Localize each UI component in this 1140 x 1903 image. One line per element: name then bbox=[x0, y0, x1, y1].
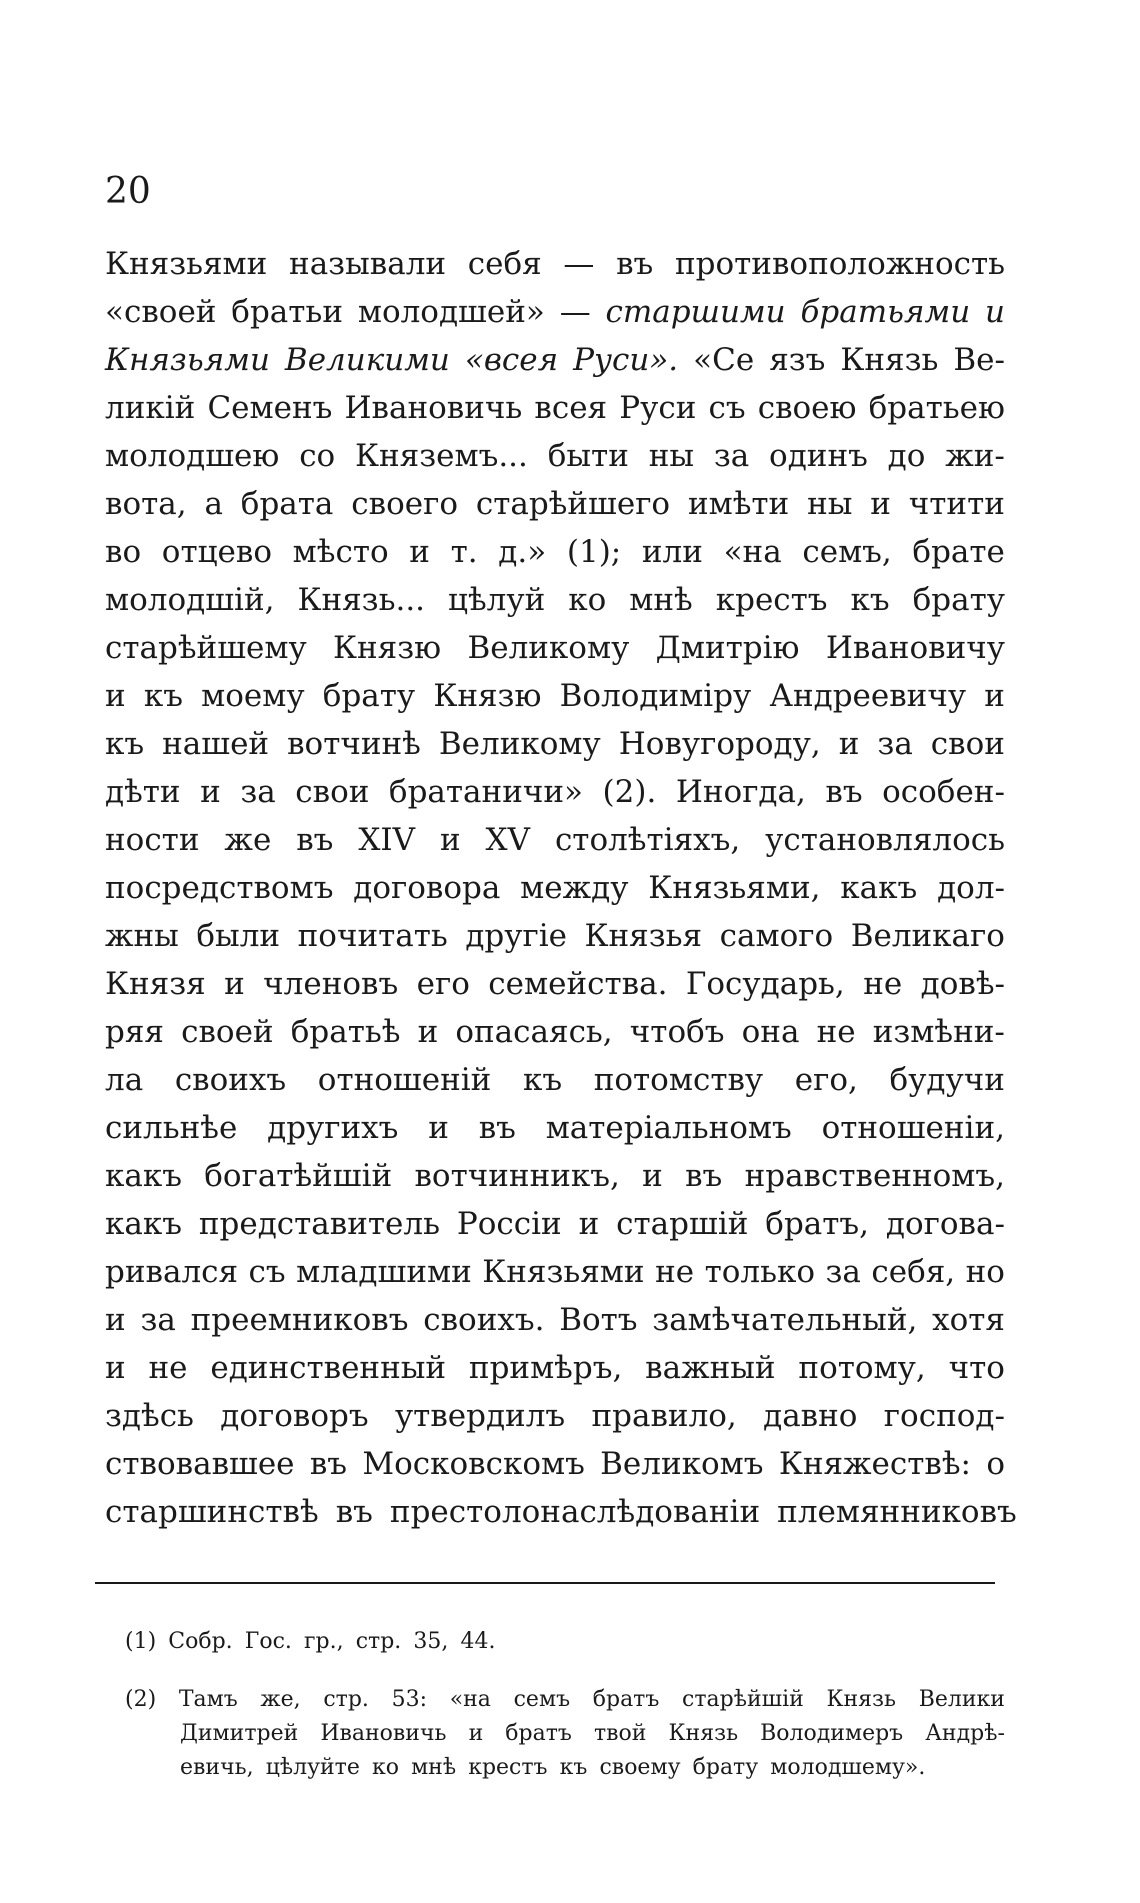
word: быти bbox=[547, 438, 629, 474]
word: вота, bbox=[105, 486, 187, 522]
word: хотя bbox=[932, 1302, 1005, 1338]
word: въ bbox=[685, 1158, 723, 1194]
word: — bbox=[563, 246, 595, 282]
word: отношеніи, bbox=[821, 1110, 1005, 1146]
word: брате bbox=[912, 534, 1005, 570]
word: установлялось bbox=[765, 822, 1005, 858]
word: (2). bbox=[602, 774, 657, 810]
word: и bbox=[984, 678, 1005, 714]
word: довѣ- bbox=[920, 966, 1005, 1002]
text-line bbox=[105, 1104, 1005, 1152]
word: ряя bbox=[105, 1014, 164, 1050]
footnote-line bbox=[125, 1751, 1005, 1785]
word: — bbox=[559, 294, 591, 330]
word: братьи bbox=[231, 294, 343, 330]
word: съ bbox=[708, 390, 746, 426]
word: сильнѣе bbox=[105, 1110, 238, 1146]
word: и bbox=[200, 774, 221, 810]
word: и bbox=[428, 1110, 449, 1146]
word: только bbox=[704, 1254, 815, 1290]
text-line bbox=[105, 1392, 1005, 1440]
footnote-word: же, bbox=[260, 1687, 301, 1712]
text-line bbox=[105, 432, 1005, 480]
word: «Се bbox=[693, 342, 755, 378]
word: не bbox=[863, 966, 903, 1002]
word: его, bbox=[794, 1062, 858, 1098]
footnote-word: 53: bbox=[391, 1687, 428, 1712]
word: старшинствѣ bbox=[105, 1494, 319, 1530]
word: и bbox=[409, 534, 430, 570]
body-text bbox=[105, 240, 1017, 1536]
footnote-word: Собр. bbox=[168, 1629, 233, 1654]
word: и bbox=[578, 1206, 600, 1242]
text-line bbox=[105, 864, 1005, 912]
word: матеріальномъ bbox=[545, 1110, 792, 1146]
word: мнѣ bbox=[629, 582, 693, 618]
footnote-word: Князь bbox=[826, 1687, 897, 1712]
word: не bbox=[148, 1350, 188, 1386]
word: его bbox=[416, 966, 470, 1002]
word: д.» bbox=[498, 534, 547, 570]
word: вотчинѣ bbox=[287, 726, 421, 762]
word: крестъ bbox=[715, 582, 828, 618]
word: договора bbox=[353, 870, 501, 906]
word: важный bbox=[645, 1350, 776, 1386]
word: Московскомъ bbox=[362, 1446, 585, 1482]
word: себя, bbox=[871, 1254, 956, 1290]
text-line bbox=[105, 576, 1005, 624]
word: Дмитрію bbox=[655, 630, 800, 666]
footnotes bbox=[125, 1625, 1005, 1785]
word: богатѣйшій bbox=[204, 1158, 393, 1194]
footnote-word: Велики bbox=[918, 1687, 1005, 1712]
word: ны bbox=[807, 486, 853, 522]
word: ко bbox=[568, 582, 607, 618]
word: до bbox=[887, 438, 926, 474]
word: отношеній bbox=[317, 1062, 492, 1098]
footnote-word: ко bbox=[371, 1755, 399, 1780]
footnote-word: 44. bbox=[460, 1629, 496, 1654]
word: за bbox=[140, 1302, 176, 1338]
word: братаничи» bbox=[388, 774, 583, 810]
word: Великому bbox=[467, 630, 630, 666]
page-number: 20 bbox=[105, 171, 151, 212]
word: братъ, bbox=[765, 1206, 869, 1242]
word: себя bbox=[467, 246, 542, 282]
word: вотчинникъ, bbox=[414, 1158, 620, 1194]
text-line bbox=[105, 720, 1005, 768]
footnote-word: своему bbox=[599, 1755, 681, 1780]
word: язъ bbox=[769, 342, 826, 378]
word: представитель bbox=[198, 1206, 440, 1242]
word: Иногда, bbox=[675, 774, 806, 810]
word: молодшей» bbox=[357, 294, 545, 330]
text-line bbox=[105, 1296, 1005, 1344]
word: опасаясь, bbox=[455, 1014, 613, 1050]
footnote-word: 35, bbox=[413, 1629, 449, 1654]
word: ликій bbox=[105, 390, 196, 426]
word: Князь... bbox=[297, 582, 426, 618]
word: ривался bbox=[105, 1254, 239, 1290]
text-line bbox=[105, 960, 1005, 1008]
word: столѣтіяхъ, bbox=[554, 822, 741, 858]
footnote-word: старѣйшій bbox=[682, 1687, 804, 1712]
word: своей bbox=[181, 1014, 274, 1050]
word: Князь bbox=[840, 342, 939, 378]
word: другіе bbox=[465, 918, 567, 954]
word: за bbox=[240, 774, 276, 810]
word: Андреевичу bbox=[769, 678, 967, 714]
word: нашей bbox=[162, 726, 270, 762]
word: въ bbox=[296, 822, 334, 858]
word: въ bbox=[478, 1110, 516, 1146]
word: младшими bbox=[296, 1254, 472, 1290]
word: Княжествѣ: bbox=[778, 1446, 972, 1482]
text-line bbox=[105, 240, 1005, 288]
footnote-word: (2) bbox=[125, 1687, 157, 1712]
word: противоположность bbox=[674, 246, 1005, 282]
word: и bbox=[985, 294, 1005, 330]
word: молодшій, bbox=[105, 582, 275, 618]
word: будучи bbox=[889, 1062, 1005, 1098]
text-line bbox=[105, 1008, 1005, 1056]
word: отцево bbox=[161, 534, 272, 570]
word: преемниковъ bbox=[190, 1302, 409, 1338]
word: моему bbox=[201, 678, 305, 714]
footnote-word: семъ bbox=[513, 1687, 571, 1712]
footnote-word: евичь, bbox=[180, 1755, 254, 1780]
word: были bbox=[196, 918, 281, 954]
text-line bbox=[105, 1200, 1005, 1248]
footnote-word: Тамъ bbox=[178, 1687, 238, 1712]
footnote-gap bbox=[125, 1659, 1005, 1683]
word: замѣчательный, bbox=[652, 1302, 918, 1338]
footnote-word: Андрѣ- bbox=[925, 1721, 1005, 1746]
word: и bbox=[870, 486, 891, 522]
text-line bbox=[105, 288, 1005, 336]
text-line bbox=[105, 1344, 1005, 1392]
word: XIV bbox=[358, 822, 416, 858]
footnote-word: Димитрей bbox=[180, 1721, 299, 1746]
text-line bbox=[105, 1248, 1005, 1296]
word: другихъ bbox=[267, 1110, 399, 1146]
word: Семенъ bbox=[207, 390, 333, 426]
word: «своей bbox=[105, 294, 217, 330]
footnote-word: братъ bbox=[592, 1687, 660, 1712]
word: здѣсь bbox=[105, 1398, 194, 1434]
footnote-line bbox=[125, 1717, 1005, 1751]
word: между bbox=[520, 870, 629, 906]
footnote-word: Ивановичь bbox=[320, 1721, 447, 1746]
word: и bbox=[105, 1350, 126, 1386]
word: дол- bbox=[937, 870, 1005, 906]
text-line bbox=[105, 384, 1005, 432]
text-line bbox=[105, 912, 1005, 960]
word: старшій bbox=[616, 1206, 749, 1242]
word: имѣти bbox=[687, 486, 790, 522]
word: братьѣ bbox=[290, 1014, 401, 1050]
word: къ bbox=[105, 726, 145, 762]
text-line bbox=[105, 1152, 1005, 1200]
footnote-divider bbox=[95, 1582, 995, 1584]
word: же bbox=[224, 822, 272, 858]
word: братьями bbox=[800, 294, 971, 330]
word: племянниковъ bbox=[777, 1494, 1017, 1530]
word: Великаго bbox=[850, 918, 1005, 954]
word: «всея bbox=[464, 342, 559, 378]
word: потому, bbox=[798, 1350, 926, 1386]
word: своихъ bbox=[174, 1062, 287, 1098]
text-line bbox=[105, 1488, 1017, 1536]
word: Володиміру bbox=[559, 678, 752, 714]
footnote bbox=[125, 1625, 1005, 1659]
word: дѣти bbox=[105, 774, 181, 810]
word: съ bbox=[248, 1254, 286, 1290]
word: XV bbox=[485, 822, 531, 858]
footnote-word: брату bbox=[692, 1755, 759, 1780]
word: самого bbox=[719, 918, 834, 954]
text-line bbox=[105, 1440, 1005, 1488]
word: жны bbox=[105, 918, 179, 954]
word: всея bbox=[534, 390, 608, 426]
word: господ- bbox=[883, 1398, 1005, 1434]
word: Россіи bbox=[456, 1206, 562, 1242]
word: за bbox=[713, 438, 750, 474]
footnote-word: стр. bbox=[323, 1687, 369, 1712]
word: утвердилъ bbox=[394, 1398, 566, 1434]
footnote-word: мнѣ bbox=[411, 1755, 457, 1780]
word: со bbox=[299, 438, 336, 474]
word: своею bbox=[757, 390, 857, 426]
word: измѣни- bbox=[872, 1014, 1005, 1050]
footnote-word: къ bbox=[559, 1755, 588, 1780]
word: какъ bbox=[105, 1206, 182, 1242]
word: своего bbox=[351, 486, 458, 522]
word: къ bbox=[850, 582, 890, 618]
word: ствовавшее bbox=[105, 1446, 295, 1482]
word: свои bbox=[295, 774, 370, 810]
footnote-word: молодшему». bbox=[770, 1755, 926, 1780]
word: престолонаслѣдованіи bbox=[389, 1494, 761, 1530]
footnote-word: Князь bbox=[668, 1721, 739, 1746]
footnote-word: «на bbox=[449, 1687, 491, 1712]
word: не bbox=[655, 1254, 695, 1290]
footnote-word: крестъ bbox=[468, 1755, 548, 1780]
word: и bbox=[105, 678, 126, 714]
word: въ bbox=[616, 246, 654, 282]
word: Великому bbox=[438, 726, 601, 762]
footnote-word: и bbox=[468, 1721, 484, 1746]
word: ности bbox=[105, 822, 200, 858]
word: давно bbox=[763, 1398, 858, 1434]
word: и bbox=[224, 966, 245, 1002]
footnote-word: стр. bbox=[355, 1629, 402, 1654]
text-line bbox=[105, 672, 1005, 720]
word: семейства. bbox=[488, 966, 668, 1002]
footnote-line bbox=[125, 1625, 1005, 1659]
word: примѣръ, bbox=[468, 1350, 623, 1386]
word: Князю bbox=[333, 630, 442, 666]
word: брата bbox=[240, 486, 334, 522]
word: своихъ. bbox=[423, 1302, 545, 1338]
word: въ bbox=[309, 1446, 348, 1482]
word: особен- bbox=[882, 774, 1005, 810]
word: братьею bbox=[868, 390, 1005, 426]
word: молодшею bbox=[105, 438, 280, 474]
word: къ bbox=[522, 1062, 563, 1098]
word: Князю bbox=[433, 678, 542, 714]
word: Ивановичу bbox=[825, 630, 1005, 666]
word: Княземъ... bbox=[355, 438, 528, 474]
word: старѣйшего bbox=[475, 486, 671, 522]
word: т. bbox=[450, 534, 478, 570]
word: и bbox=[417, 1014, 439, 1050]
word: свои bbox=[930, 726, 1005, 762]
word: во bbox=[105, 534, 142, 570]
word: или bbox=[641, 534, 703, 570]
word: Князьями bbox=[105, 342, 270, 378]
word: цѣлуй bbox=[448, 582, 546, 618]
word: она bbox=[741, 1014, 800, 1050]
word: Князья bbox=[584, 918, 703, 954]
word: мѣсто bbox=[292, 534, 389, 570]
word: чтити bbox=[908, 486, 1005, 522]
footnote-word: цѣлуйте bbox=[265, 1755, 360, 1780]
word: ны bbox=[648, 438, 695, 474]
footnote-line bbox=[125, 1683, 1005, 1717]
word: Руси». bbox=[573, 342, 679, 378]
word: какъ bbox=[105, 1158, 182, 1194]
word: Вотъ bbox=[559, 1302, 638, 1338]
footnote-word: (1) bbox=[125, 1629, 157, 1654]
word: чтобъ bbox=[629, 1014, 725, 1050]
word: за bbox=[825, 1254, 861, 1290]
word: Князьями bbox=[105, 246, 268, 282]
word: (1); bbox=[566, 534, 622, 570]
text-line bbox=[105, 480, 1005, 528]
word: Князьями bbox=[482, 1254, 645, 1290]
word: догова- bbox=[885, 1206, 1005, 1242]
word: почитать bbox=[297, 918, 448, 954]
text-line bbox=[105, 336, 1005, 384]
word: брату bbox=[912, 582, 1005, 618]
word: Великомъ bbox=[600, 1446, 764, 1482]
word: нравственномъ, bbox=[744, 1158, 1005, 1194]
footnote-word: Володимеръ bbox=[760, 1721, 904, 1746]
text-line bbox=[105, 768, 1005, 816]
word: къ bbox=[143, 678, 183, 714]
word: Великими bbox=[284, 342, 450, 378]
word: правило, bbox=[591, 1398, 737, 1434]
word: Государь, bbox=[685, 966, 845, 1002]
text-line bbox=[105, 1056, 1005, 1104]
word: и bbox=[105, 1302, 126, 1338]
word: Князьями, bbox=[648, 870, 821, 906]
word: о bbox=[986, 1446, 1005, 1482]
word: одинъ bbox=[769, 438, 868, 474]
word: въ bbox=[825, 774, 863, 810]
word: какъ bbox=[840, 870, 918, 906]
word: но bbox=[965, 1254, 1005, 1290]
word: Ивановичь bbox=[344, 390, 523, 426]
word: членовъ bbox=[263, 966, 399, 1002]
word: семъ, bbox=[802, 534, 892, 570]
word: старшими bbox=[605, 294, 786, 330]
word: Новугороду, bbox=[618, 726, 821, 762]
word: и bbox=[642, 1158, 663, 1194]
footnote-word: Гос. bbox=[244, 1629, 292, 1654]
text-line bbox=[105, 816, 1005, 864]
word: потомству bbox=[593, 1062, 764, 1098]
word: жи- bbox=[945, 438, 1005, 474]
word: и bbox=[439, 822, 461, 858]
word: и bbox=[838, 726, 860, 762]
footnote bbox=[125, 1683, 1005, 1785]
word: старѣйшему bbox=[105, 630, 307, 666]
footnote-word: твой bbox=[593, 1721, 647, 1746]
word: не bbox=[816, 1014, 856, 1050]
word: Князя bbox=[105, 966, 206, 1002]
word: Ве- bbox=[953, 342, 1005, 378]
word: «на bbox=[723, 534, 782, 570]
footnote-word: гр., bbox=[304, 1629, 344, 1654]
word: посредствомъ bbox=[105, 870, 334, 906]
word: за bbox=[877, 726, 913, 762]
word: ла bbox=[105, 1062, 144, 1098]
word: договоръ bbox=[220, 1398, 369, 1434]
word: единственный bbox=[210, 1350, 447, 1386]
word: Руси bbox=[619, 390, 697, 426]
footnote-word: братъ bbox=[505, 1721, 572, 1746]
text-line bbox=[105, 624, 1005, 672]
word: что bbox=[948, 1350, 1005, 1386]
text-line bbox=[105, 528, 1005, 576]
word: называли bbox=[289, 246, 447, 282]
word: въ bbox=[335, 1494, 373, 1530]
word: а bbox=[204, 486, 223, 522]
word: брату bbox=[322, 678, 416, 714]
